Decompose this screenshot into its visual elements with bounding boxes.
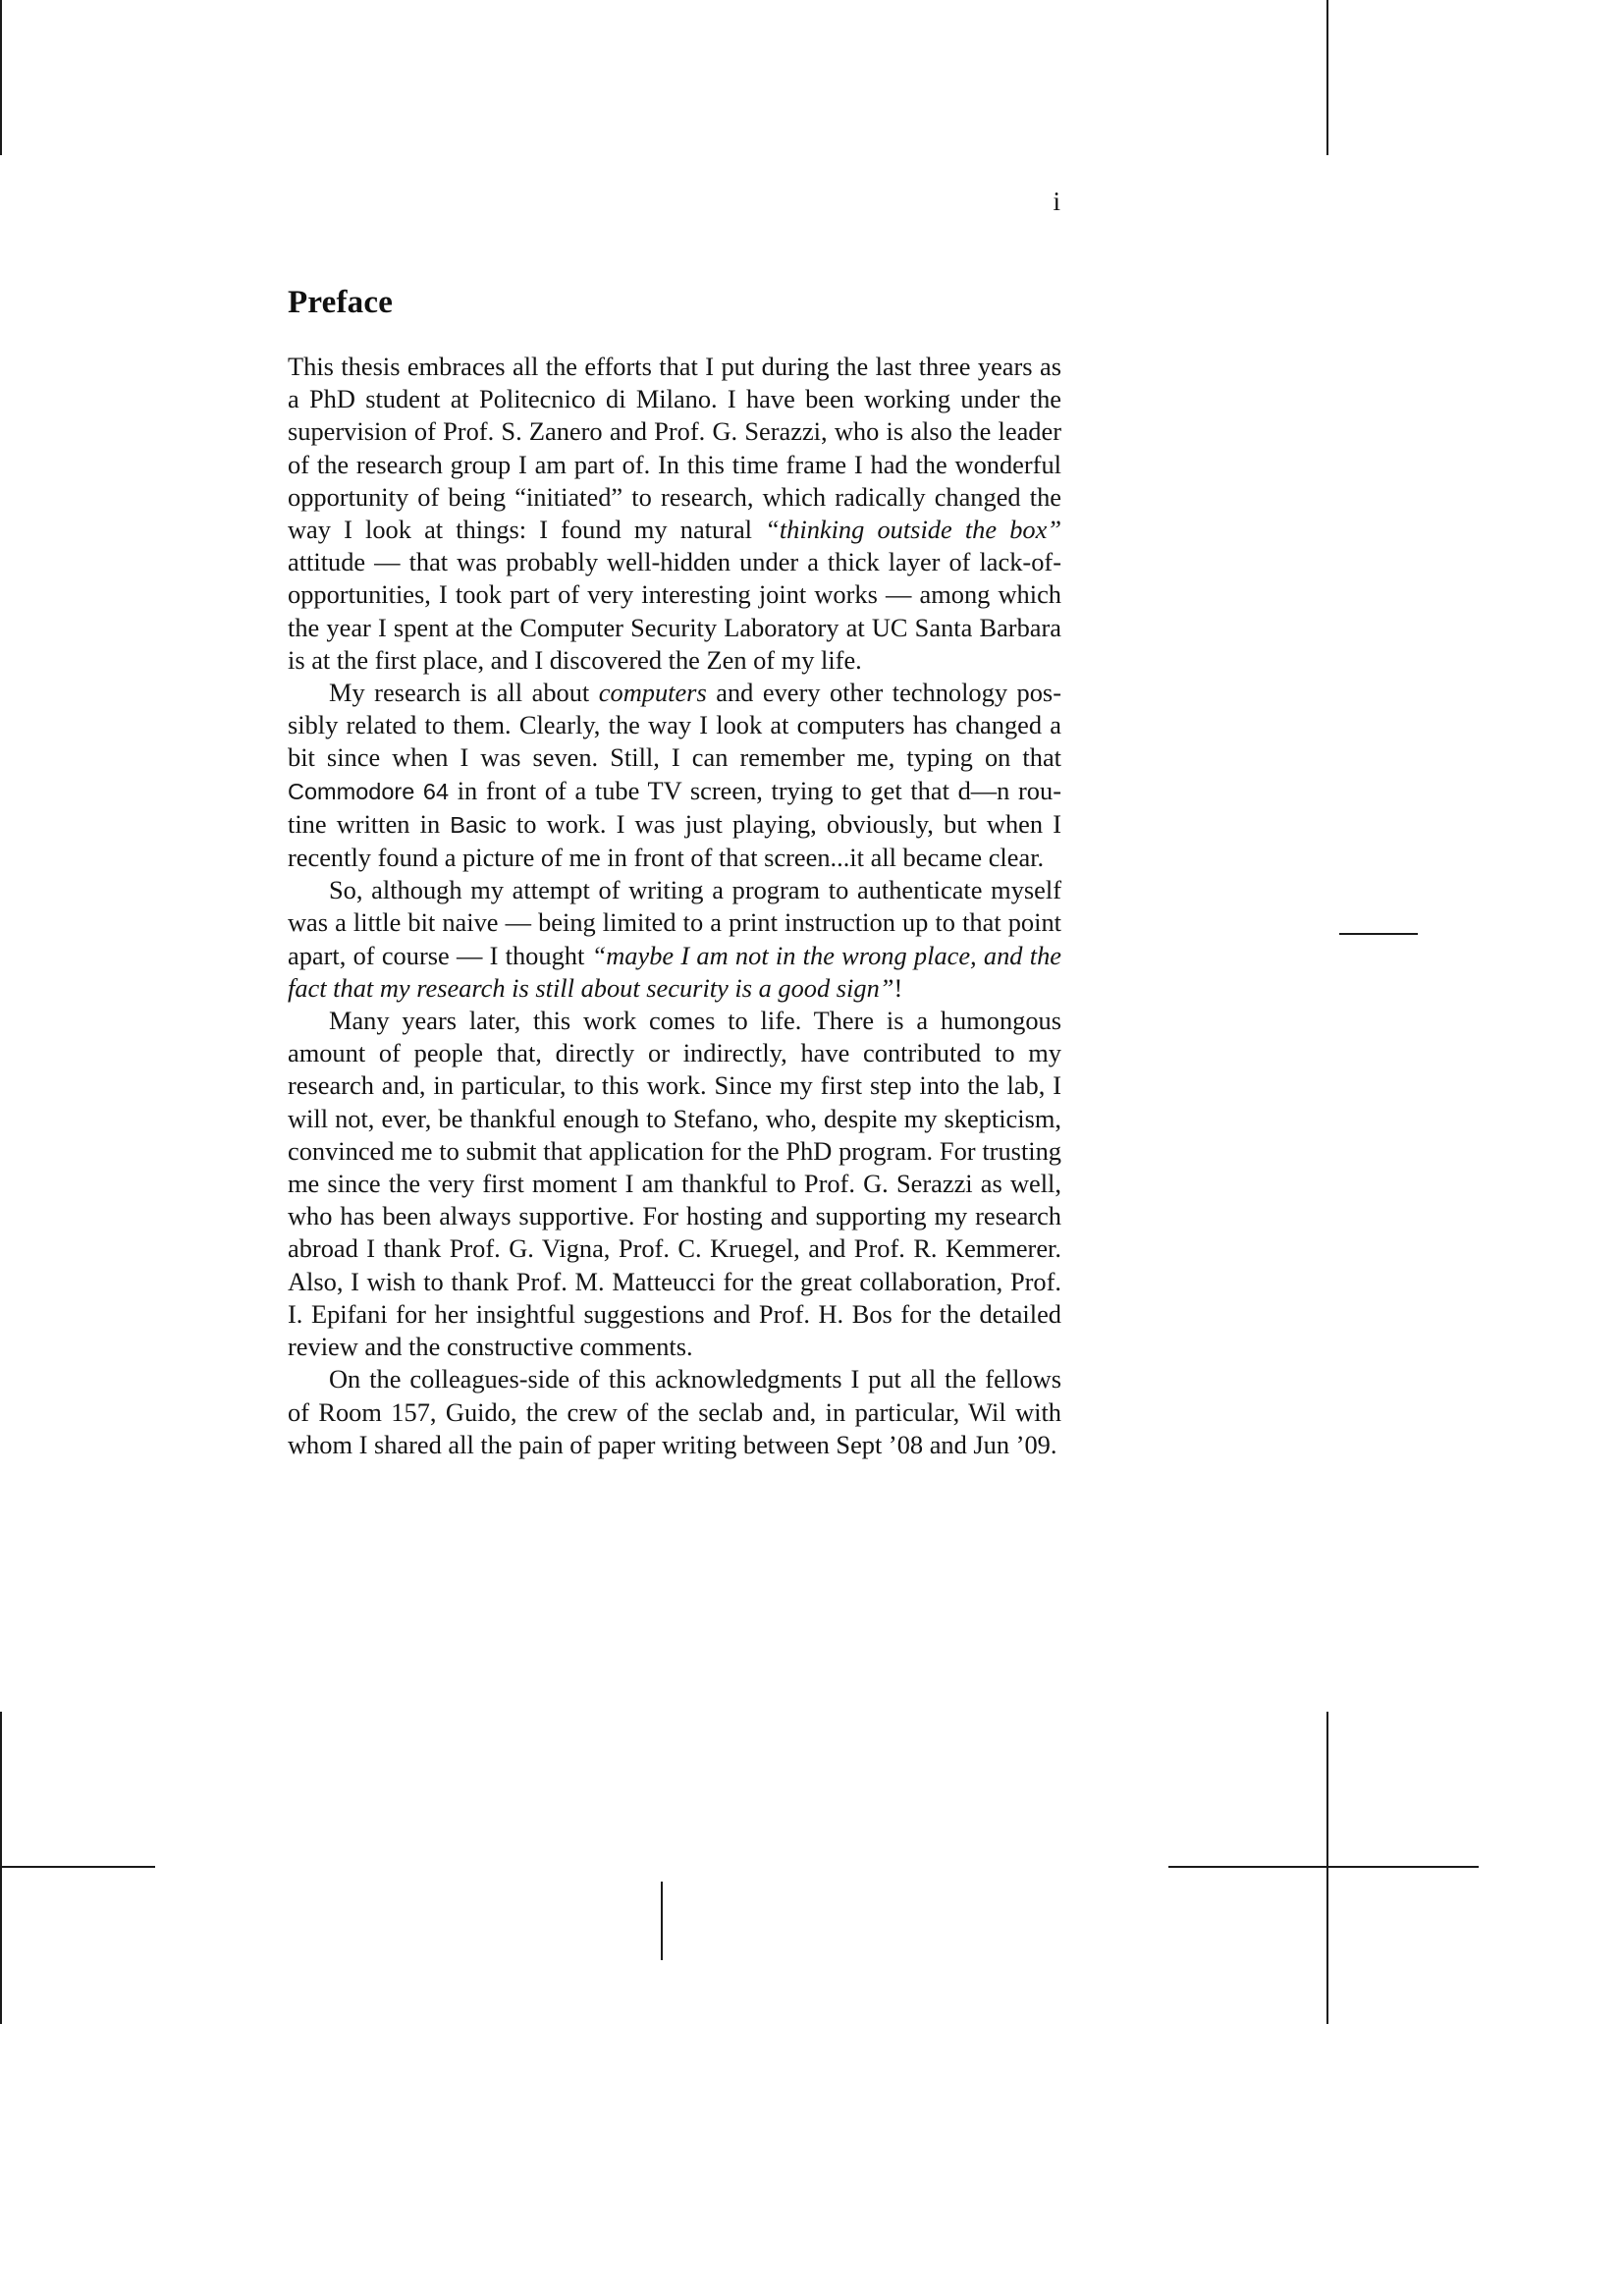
text-run: attitude — that was probably well-hidden under a thick layer of lack-of-opportunities, I took part of very interesting joint works — among which the year I spent at the Computer Security Laboratory at UC Santa Barbara is at the first place, and I discovered the Zen of my life. [288,547,1061,675]
crop-mark-bottom-center [661,1882,663,1960]
text-run: My research is all about [329,678,599,708]
emphasized-text: computers [598,678,707,708]
page-number: i [1053,187,1060,216]
emphasized-text: “thinking outside the box” [765,515,1061,545]
text-run: On the colleagues-side of this acknowledgments I put all the fellows of Room 157, Guido, the crew of the seclab and, in particular, Wil with whom I shared all the pain of paper writing between Sept ’08 and Jun ’09. [288,1364,1061,1459]
paragraph [288,351,1061,677]
text-run: in front of a tube TV screen, trying to get that d—n routine written in [288,775,1061,839]
body-text [288,351,1061,1461]
product-name-text: Commodore 64 [288,778,450,804]
paragraph [288,1363,1061,1461]
text-run: This thesis embraces all the efforts that I put during the last three years as a PhD student at Politecnico di Milano. I have been working under the supervision of Prof. S. Zanero and Prof. G. Serazzi, who is also the leader of the research group I am part of. In this time frame I had the wonderful opportunity of being “initiated” to research, which radically changed the way I look at things: I found my natural [288,352,1061,545]
crop-mark-bottom-right-vertical [1326,1712,1328,2024]
text-run: to work. I was just playing, obviously, but when I recently found a picture of me in front of that screen...it all became clear. [288,808,1061,873]
crop-mark-bottom-left-horizontal [0,1866,155,1868]
crop-mark-middle-right [1339,933,1418,935]
crop-mark-top-left [0,0,2,155]
crop-mark-bottom-right-horizontal [1168,1866,1479,1868]
product-name-text: Basic [450,811,507,838]
crop-mark-top-right [1326,0,1328,155]
paragraph [288,1005,1061,1363]
section-heading: Preface [288,285,394,320]
crop-mark-bottom-left-vertical [0,1712,2,2024]
paragraph [288,874,1061,1005]
text-run: ! [893,972,903,1003]
text-run: Many years later, this work comes to life. There is a humongous amount of people that, directly or indirectly, have contributed to my research and, in particular, to this work. Since my first step into the lab, I will not, ever, be thankful enough to Stefano, who, despite my skepticism, convinced me to submit that application for the PhD program. For trusting me since the very first moment I am thankful to Prof. G. Serazzi as well, who has been always supportive. For hosting and supporting my research abroad I thank Prof. G. Vigna, Prof. C. Kruegel, and Prof. R. Kemmerer. Also, I wish to thank Prof. M. Matteucci for the great collaboration, Prof. I. Epifani for her insightful suggestions and Prof. H. Bos for the detailed review and the constructive comments. [288,1006,1061,1362]
paragraph [288,677,1061,874]
text-run: and every other technology possibly related to them. Clearly, the way I look at computers has changed a bit since when I was seven. Still, I can remember me, typing on that [288,678,1061,773]
text-run: So, although my attempt of writing a program to authenticate myself was a little bit naive — being limited to a print instruction up to that point apart, of course — I thought [288,875,1061,970]
emphasized-text: “maybe I am not in the wrong place, and the fact that my research is still about security is a good sign” [288,940,1061,1003]
